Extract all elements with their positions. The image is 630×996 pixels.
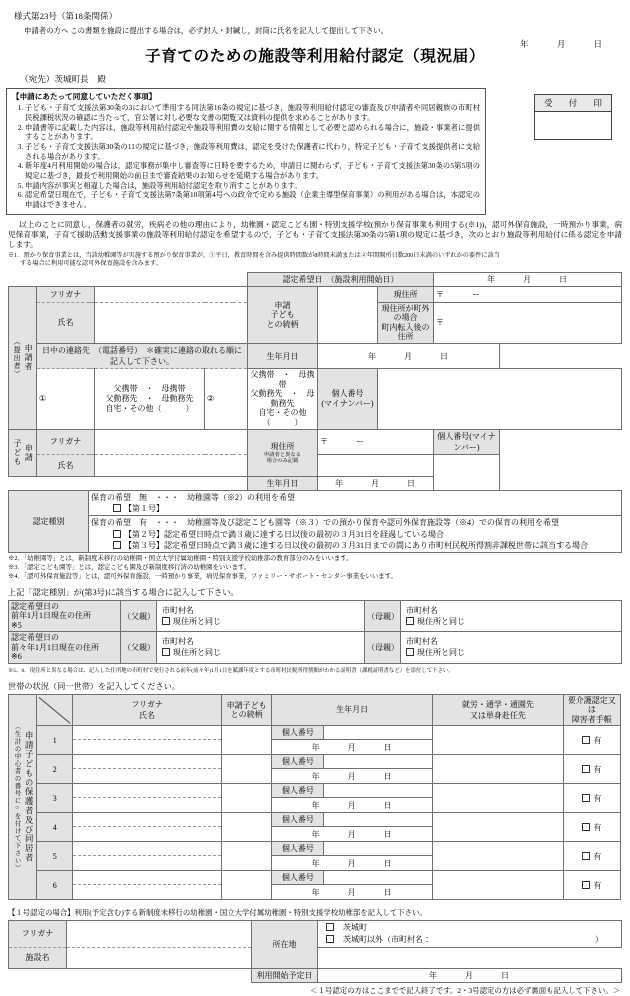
household-name-2[interactable]	[73, 769, 222, 784]
receipt-stamp-label: 受 付 印	[535, 95, 611, 112]
household-relation-6[interactable]	[222, 871, 272, 900]
facility-location-options[interactable]	[318, 921, 622, 947]
nintei-checkbox-3-row[interactable]: 【第３号】認定希望日時点で満３歳に達する日以後の最初の３月31日までの間にあり市町村民税所得割非課税世帯に該当する場合	[91, 540, 619, 551]
household-cert-checkbox-2[interactable]	[582, 765, 590, 773]
mother-same-checkbox-2[interactable]	[406, 648, 414, 656]
table-row-household-3	[9, 784, 621, 798]
household-furigana-5[interactable]	[73, 842, 222, 856]
household-col-birth: 生年月日	[272, 694, 433, 726]
table-row-facility-furigana	[9, 921, 622, 947]
household-cert-checkbox-3[interactable]	[582, 794, 590, 802]
table-row-household-header	[9, 694, 621, 726]
household-mynumber-label-1: 個人番号	[272, 726, 324, 740]
household-birth-4[interactable]: 年 月 日	[272, 827, 433, 842]
table-row-household-1	[9, 726, 621, 740]
table-row-household-5	[9, 842, 621, 856]
nintei-option-2[interactable]	[89, 516, 622, 553]
consent-item: 5. 申請内容が事実と相違した場合は，施設等利用給付認定を取り消すことがあります。	[25, 181, 480, 191]
household-furigana-4[interactable]	[73, 813, 222, 827]
household-mynumber-label-2: 個人番号	[272, 755, 324, 769]
submit-note: 申請者の方へ この書類を施設に提出する場合は，必ず封入・封緘し，封筒に氏名を記入して提出して下さい。	[24, 26, 388, 35]
household-cert-5[interactable]: 有	[563, 842, 620, 871]
desired-date-value[interactable]: 年 月 日	[434, 272, 622, 286]
phone-type-options-2[interactable]: 父携帯 ・ 母携帯 父勤務先 ・ 母勤務先 自宅・その他（ ）	[248, 369, 318, 430]
mother-city-2[interactable]: 市町村名 現住所と同じ	[401, 632, 622, 663]
receipt-stamp-box	[534, 94, 612, 140]
child-mynumber-input[interactable]	[434, 454, 500, 490]
applicant-vertical-label	[9, 286, 37, 429]
child-birthdate-label: 生年月日	[248, 476, 318, 490]
household-furigana-6[interactable]	[73, 871, 222, 885]
child-address-label: 現住所 申請者と異なる 場合のみ記載	[248, 429, 318, 476]
father-same-checkbox-2[interactable]	[162, 648, 170, 656]
table-row-contact-entries	[9, 369, 622, 430]
applicant-name-label: 氏名	[37, 302, 95, 343]
father-same-checkbox-1[interactable]	[162, 617, 170, 625]
household-name-1[interactable]	[73, 740, 222, 755]
consent-item: 1. 子ども・子育て支援法第30条の3において準用する同法第16条の規定に基づき，施設等利用給付認定の審査及び申請者や同居親族の市町村民税課税状況の確認に当たって，官公署に対し必要な文書の閲覧又は資料の提供を求めることがあります。	[25, 103, 480, 122]
table-row-household-2	[9, 755, 621, 769]
nintei-note-3: ※3．「認定こども園等」とは，認定こども園及び新制度移行済の幼稚園をいいます。	[8, 564, 251, 572]
household-relation-1[interactable]	[222, 726, 272, 755]
table-row-applicant-furigana	[9, 286, 622, 302]
address-history-table	[8, 600, 622, 664]
contact-1-input[interactable]: ①	[37, 369, 95, 430]
consent-item: 6. 認定希望日現在で，子ども・子育て支援法第7条第10項第4号ヘの政令で定める施設（企業主導型保育事業）の利用がある場合は，本認定の申請はできません。	[25, 190, 480, 209]
header-date-line: 年 月 日	[520, 40, 612, 49]
contact-2-input[interactable]: ②	[205, 369, 248, 430]
mother-same-checkbox-1[interactable]	[406, 617, 414, 625]
household-mynumber-1[interactable]	[324, 726, 433, 740]
table-row-household-4	[9, 813, 621, 827]
consent-item: 4. 新年度4月利用開始の場合は，認定事務が集中し審査等に日時を要するため，申請日に関わらず，子ども・子育て支援法第30条の5第5項の規定に基づき，最長で利用開始の前日まで審査結果のお知らせを延期する場合があります。	[25, 161, 480, 180]
table-row-prev-prev-year-address	[9, 632, 622, 663]
household-birth-6[interactable]: 年 月 日	[272, 885, 433, 900]
child-vertical-sub: 申請	[24, 443, 34, 462]
household-row-number-6: 6	[37, 871, 73, 900]
nintei-checkbox-2[interactable]	[113, 530, 121, 538]
declaration-body: 以上のことに同意し，保護者の就労，疾病その他の理由により，幼稚園・認定こども園・特別支援学校(預かり保育事業も利用する(※1))，認可外保育施設，一時預かり事業，病児保育事業，子育て援助活動支援事業の施設等利用給付認定を希望するので，子ども・子育て支援法第30条の5第1項の規定に基づき，次のとおり施設等利用給付に係る認定を申請します。	[8, 219, 622, 250]
table-row-facility-start-date	[9, 968, 622, 982]
household-cert-6[interactable]: 有	[563, 871, 620, 900]
mother-city-1[interactable]: 市町村名 現住所と同じ	[401, 600, 622, 631]
household-cert-checkbox-1[interactable]	[582, 736, 590, 744]
household-name-3[interactable]	[73, 798, 222, 813]
applicant-birthdate-input[interactable]: 年 月 日	[318, 344, 500, 369]
household-table	[8, 694, 621, 901]
table-row-household-6	[9, 871, 621, 885]
household-birth-3[interactable]: 年 月 日	[272, 798, 433, 813]
facility-name-input[interactable]	[67, 947, 252, 968]
consent-list	[12, 103, 480, 210]
consent-item: 2. 申請書等に記載した内容は，施設等利用給付認定や施設等利用費の支給に関する情報として必要と認められる場合に，施設・事業者に提供することがあります。	[25, 123, 480, 142]
household-heading: 世帯の状況（同一世帯）を記入してください。	[8, 681, 180, 691]
applicant-furigana-input[interactable]	[95, 286, 248, 302]
mother-label-2: （母親）	[365, 632, 401, 663]
prev-prev-year-address-label: 認定希望日の 前々年1月1日現在の住所 ※6	[9, 632, 121, 663]
consent-item: 3. 子ども・子育て支援法第30条の11の規定に基づき，施設等利用費は，認定を受けた保護者に代わり，特定子ども・子育て支援提供者に支給される場合があります。	[25, 142, 480, 161]
nintei-row2-text: 保育の希望 有 ・・・ 幼稚園等及び認定こども園等（※３）での預かり保育や認可外保育施設等（※4）での保育の利用を希望	[91, 518, 559, 528]
consent-heading: 【申請にあたって同意していただく事項】	[12, 92, 157, 101]
declaration-note1-b: する場合に利用可能な認可外保育施設を含みます。	[20, 259, 162, 267]
household-work-2[interactable]	[433, 755, 564, 784]
nintei-notes	[8, 555, 622, 581]
facility-name-label: 施設名	[9, 947, 67, 968]
household-work-4[interactable]	[433, 813, 564, 842]
household-furigana-1[interactable]	[73, 726, 222, 740]
household-row-number-3: 3	[37, 784, 73, 813]
household-mynumber-5[interactable]	[324, 842, 433, 856]
child-vertical-label	[9, 429, 37, 476]
household-relation-2[interactable]	[222, 755, 272, 784]
table-row-nintei-1	[9, 490, 622, 516]
facility-option-2-row[interactable]: 茨城町以外（市町村名： ）	[326, 934, 619, 946]
household-birth-2[interactable]: 年 月 日	[272, 769, 433, 784]
outside-town-address-input[interactable]	[434, 302, 622, 343]
form-number: 様式第23号（第18条関係）	[14, 12, 118, 21]
facility-furigana-label: フリガナ	[9, 921, 67, 947]
nintei-note-4: ※4．「認可外保育施設等」とは，認可外保育施設，一時預かり事業，病児保育事業，ファミリー・サポート・センター事業をいいます。	[8, 573, 397, 581]
current-address-input[interactable]	[434, 286, 622, 302]
child-address-input-2[interactable]	[318, 454, 434, 476]
applicant-child-table	[8, 272, 622, 554]
household-work-1[interactable]	[433, 726, 564, 755]
household-cert-2[interactable]: 有	[563, 755, 620, 784]
declaration-note1-a: ※1．預かり保育事業とは，当該幼稚園等が実施する預かり保育事業が，①平日，教育時間を含み提供時間数が8時間未満または②年間開所日数200日未満のいずれかの要件に該当	[8, 251, 500, 259]
nintei-checkbox-2-row[interactable]: 【第２号】認定希望日時点で満３歳に達する日以後の最初の３月31日を経過している場合	[91, 529, 619, 540]
addr-history-footnote: ※5、6．現住所と異なる場合は、記入した住所地の市町村で発行される前年(前々年)1月1日を賦課年度とする市町村民税所得割額がわかる証明書（課税証明書など）を添付して下さい。	[8, 667, 454, 674]
facility-option-1-checkbox[interactable]	[326, 923, 334, 931]
household-cert-checkbox-4[interactable]	[582, 823, 590, 831]
household-furigana-3[interactable]	[73, 784, 222, 798]
contact-header-label: 日中の連絡先 （電話番号） ＊確実に連絡の取れる順に記入して下さい。	[37, 344, 248, 369]
father-city-2[interactable]: 市町村名 現住所と同じ	[157, 632, 365, 663]
prev-year-address-label: 認定希望日の 前年1月1日現在の住所 ※5	[9, 600, 121, 631]
household-cert-checkbox-5[interactable]	[582, 852, 590, 860]
consent-section	[0, 88, 630, 215]
household-row-number-5: 5	[37, 842, 73, 871]
applicant-furigana-label: フリガナ	[37, 286, 95, 302]
household-birth-1[interactable]: 年 月 日	[272, 740, 433, 755]
diagonal-slash-icon	[37, 695, 72, 726]
household-work-6[interactable]	[433, 871, 564, 900]
nintei-option-1[interactable]	[89, 490, 622, 516]
household-mynumber-label-6: 個人番号	[272, 871, 324, 885]
applicant-mynumber-input[interactable]	[378, 369, 622, 430]
household-row-number-4: 4	[37, 813, 73, 842]
declaration-note1	[8, 252, 622, 268]
consent-box	[6, 88, 486, 215]
household-cert-1[interactable]: 有	[563, 726, 620, 755]
household-row-number-2: 2	[37, 755, 73, 784]
father-city-1[interactable]: 市町村名 現住所と同じ	[157, 600, 365, 631]
applicant-vertical-main: 申請者	[24, 344, 34, 372]
birthdate-label: 生年月日	[248, 344, 318, 369]
household-col-cert: 要介護認定又は 障害者手帳	[563, 694, 620, 726]
nintei-checkbox-1-row[interactable]: 【第１号】	[91, 503, 619, 514]
table-row-child-birth	[9, 476, 622, 490]
household-mynumber-label-5: 個人番号	[272, 842, 324, 856]
household-name-5[interactable]	[73, 856, 222, 871]
household-cert-checkbox-6[interactable]	[582, 881, 590, 889]
household-name-4[interactable]	[73, 827, 222, 842]
facility-option-1-row[interactable]: 茨城町	[326, 922, 619, 934]
nintei-checkbox-3[interactable]	[113, 541, 121, 549]
facility-table	[8, 920, 622, 982]
child-furigana-input[interactable]	[95, 429, 248, 454]
facility-furigana-input[interactable]	[67, 921, 252, 947]
household-work-5[interactable]	[433, 842, 564, 871]
mother-label-1: （母親）	[365, 600, 401, 631]
applicant-mynumber-label: 個人番号 (マイナンバー)	[318, 369, 378, 430]
nintei-label: 認定種別	[9, 490, 89, 553]
phone-type-options-1[interactable]: 父携帯 ・ 母携帯 父勤務先 ・ 母勤務先 自宅・その他（ ）	[95, 369, 205, 430]
child-birthdate-input[interactable]: 年 月 日	[318, 476, 434, 490]
postal-mark-icon-2: 〒	[436, 318, 445, 328]
applicant-name-input[interactable]	[95, 302, 248, 343]
outside-town-address-label: 現住所が町外の場合 町内転入後の住所	[378, 302, 434, 343]
page-title: 子育てのための施設等利用給付認定（現況届）	[144, 48, 486, 65]
household-vertical-label	[9, 694, 37, 900]
household-vertical-main: 申請子どもの保護者及び同居者	[24, 731, 34, 863]
household-mynumber-4[interactable]	[324, 813, 433, 827]
household-row-number-1: 1	[37, 726, 73, 755]
postal-dash: ー	[472, 289, 481, 299]
addressee: （宛先）茨城町長 殿	[20, 74, 106, 84]
facility-end-note: ＜１号認定の方はここまでで記入終了です。2・3号認定の方は必ず裏面も記入して下さい。＞	[310, 985, 620, 995]
household-mynumber-label-3: 個人番号	[272, 784, 324, 798]
household-name-6[interactable]	[73, 885, 222, 900]
facility-start-date-input[interactable]: 年 月 日	[318, 968, 622, 982]
postal-mark-icon: 〒	[436, 289, 445, 299]
household-relation-5[interactable]	[222, 842, 272, 871]
child-name-label: 氏名	[37, 454, 95, 476]
applicant-relation-label: 申請 子ども との続柄	[248, 286, 318, 343]
declaration-paragraph	[8, 220, 622, 251]
father-label-1: （父親）	[121, 600, 157, 631]
postal-dash-2: ー	[356, 437, 364, 447]
child-name-input[interactable]	[95, 454, 248, 476]
form-header	[0, 0, 630, 85]
household-relation-3[interactable]	[222, 784, 272, 813]
desired-date-label: 認定希望日 （施設利用開始日）	[248, 272, 434, 286]
child-mynumber-label: 個人番号(マイナンバー)	[434, 429, 500, 454]
table-row-contact-header	[9, 344, 622, 369]
household-relation-4[interactable]	[222, 813, 272, 842]
table-row-prev-year-address	[9, 600, 622, 631]
household-corner-slash	[37, 694, 73, 726]
household-birth-5[interactable]: 年 月 日	[272, 856, 433, 871]
current-address-label: 現住所	[378, 286, 434, 302]
child-vertical-main: 子ども	[12, 439, 22, 467]
facility-option-2-checkbox[interactable]	[326, 935, 334, 943]
nintei-checkbox-1[interactable]	[113, 504, 121, 512]
household-col-work: 就労・通学・通園先 又は単身赴任先	[433, 694, 564, 726]
table-row-desired-date	[9, 272, 622, 286]
postal-mark-icon-3: 〒	[320, 437, 328, 447]
household-cert-4[interactable]: 有	[563, 813, 620, 842]
household-furigana-2[interactable]	[73, 755, 222, 769]
household-mynumber-6[interactable]	[324, 871, 433, 885]
table-row-child-furigana	[9, 429, 622, 454]
applicant-relation-input[interactable]	[318, 286, 378, 343]
table-row-nintei-2	[9, 516, 622, 553]
household-work-3[interactable]	[433, 784, 564, 813]
household-vertical-sub: （生計の中心者の番号に○を付けて下さい）	[13, 722, 21, 872]
applicant-vertical-sub: （提出者）	[13, 337, 22, 378]
facility-start-date-label: 利用開始予定日	[252, 968, 318, 982]
father-label-2: （父親）	[121, 632, 157, 663]
household-mynumber-3[interactable]	[324, 784, 433, 798]
household-cert-3[interactable]: 有	[563, 784, 620, 813]
child-furigana-label: フリガナ	[37, 429, 95, 454]
household-col-name: フリガナ 氏名	[73, 694, 222, 726]
child-address-input[interactable]	[318, 429, 434, 454]
nintei-row1-text: 保育の希望 無 ・・・ 幼稚園等（※2）の利用を希望	[91, 492, 295, 502]
household-col-relation: 申請子ども との続柄	[222, 694, 272, 726]
household-mynumber-2[interactable]	[324, 755, 433, 769]
household-mynumber-label-4: 個人番号	[272, 813, 324, 827]
facility-location-label: 所在地	[252, 921, 318, 968]
nintei-note-2: ※2．「幼稚園等」とは，新制度未移行の幼稚園・国立大学付属幼稚園・特別支援学校幼稚部の教育部分のみをいいます。	[8, 555, 353, 563]
facility-heading: 【１号認定の場合】利用(予定含む)する新制度未移行の幼稚園・国立大学付属幼稚園・特別支援学校幼稚部を記入して下さい。	[8, 908, 427, 918]
addr-history-heading: 上記「認定種別」が(第3号)に該当する場合に記入して下さい。	[8, 587, 239, 597]
